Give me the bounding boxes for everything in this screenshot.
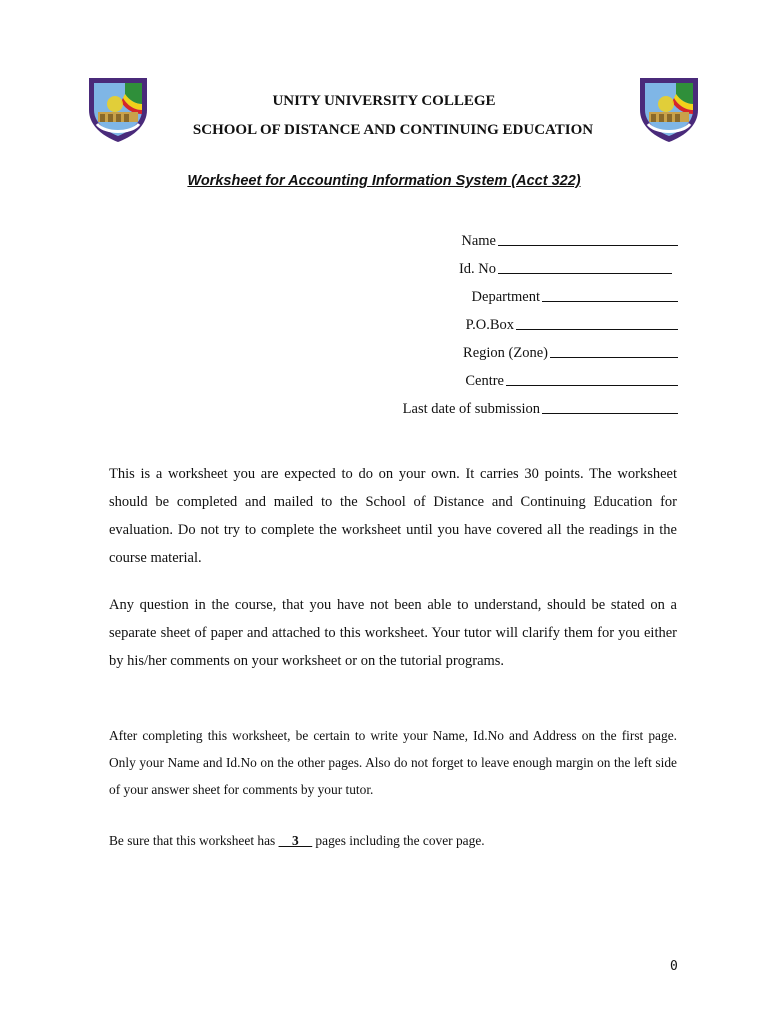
submission-date-field[interactable] (258, 390, 678, 418)
blank-line (498, 272, 672, 274)
department-field[interactable] (258, 278, 678, 306)
instructions-paragraph-1: This is a worksheet you are expected to do on your own. It carries 30 points. The worksheet should be completed and mailed to the School of Distance and Continuing Education for evaluation. Do not try to complete the worksheet until you have covered all the readings in the course material. (109, 466, 677, 566)
field-label: Last date of submission (402, 401, 540, 417)
instructions-paragraph-2: Any question in the course, that you have not been able to understand, should be stated on a separate sheet of paper and attached to this worksheet. Your tutor will clarify them for you either by his/her comments on your worksheet or on the tutorial programs. (109, 597, 677, 669)
page-count-note (109, 833, 485, 849)
worksheet-title: Worksheet for Accounting Information System (Acct 322) (187, 173, 581, 189)
name-field[interactable] (258, 222, 678, 250)
field-label: Centre (465, 373, 504, 389)
field-label: Name (461, 233, 496, 249)
blank-line (550, 356, 678, 358)
centre-field[interactable] (258, 362, 678, 390)
school-name: SCHOOL OF DISTANCE AND CONTINUING EDUCATION (192, 122, 594, 138)
po-box-field[interactable] (258, 306, 678, 334)
field-label: Department (471, 289, 540, 305)
blank-line (542, 300, 678, 302)
page-count-value: __3__ (278, 833, 313, 848)
blank-line (506, 384, 678, 386)
page-number: 0 (670, 959, 678, 974)
blank-line (542, 412, 678, 414)
page-count-prefix: Be sure that this worksheet has (109, 833, 279, 848)
instructions-paragraph-3: After completing this worksheet, be certain to write your Name, Id.No and Address on the first page. Only your Name and Id.No on the other pages. Also do not forget to leave enough margin on the left side of your answer sheet for comments by your tutor. (109, 728, 677, 797)
university-crest-logo (636, 74, 702, 144)
page-count-suffix: pages including the cover page. (312, 833, 485, 848)
student-info-fields (258, 222, 678, 418)
field-label: Id. No (458, 261, 496, 277)
id-number-field[interactable] (258, 250, 678, 278)
blank-line (516, 328, 678, 330)
college-name: UNITY UNIVERSITY COLLEGE (272, 93, 496, 109)
field-label: P.O.Box (465, 317, 514, 333)
blank-line (498, 244, 678, 246)
field-label: Region (Zone) (463, 345, 548, 361)
region-zone-field[interactable] (258, 334, 678, 362)
